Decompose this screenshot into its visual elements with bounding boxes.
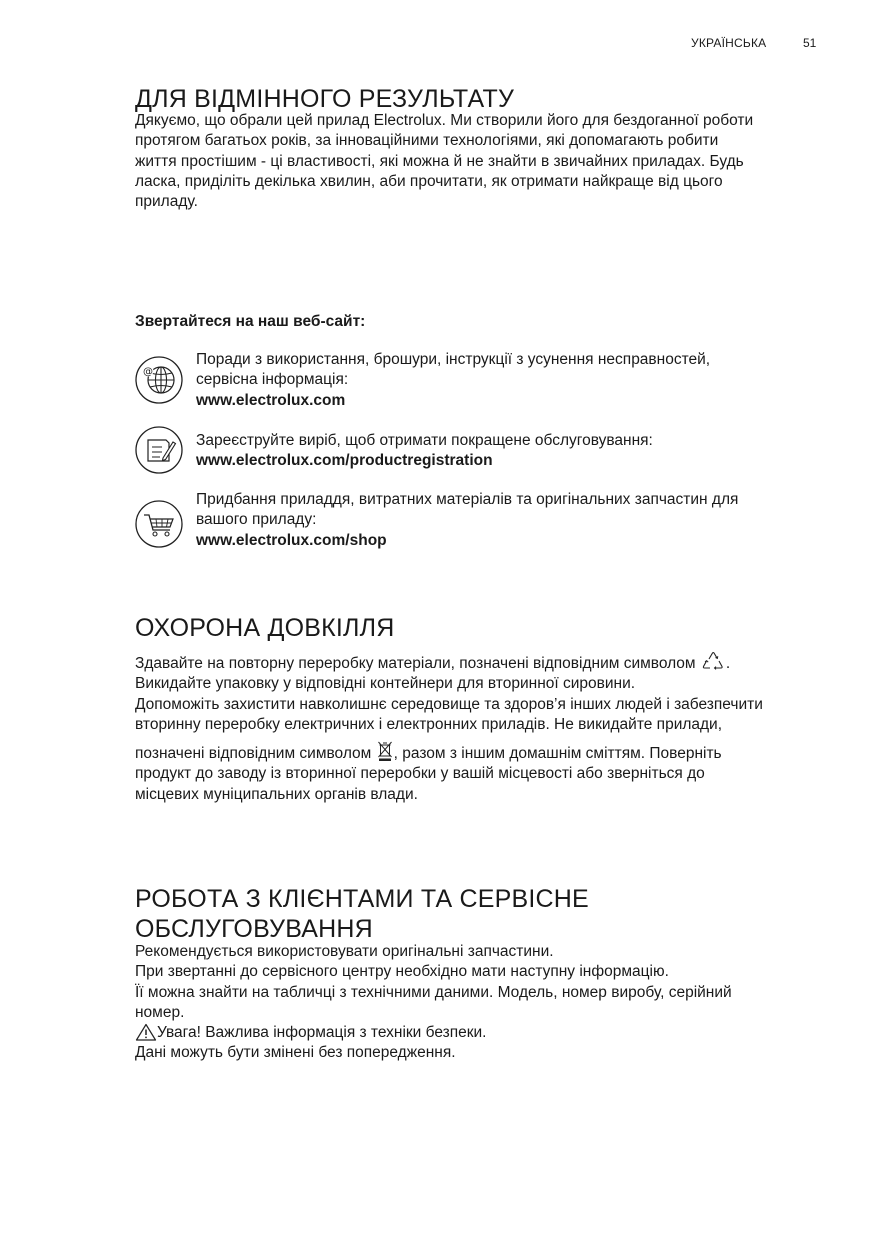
section-title-line: ОБСЛУГОВУВАННЯ: [135, 915, 373, 943]
environment-line: Викидайте упаковку у відповідні контейнери для вторинної сировини.: [135, 675, 636, 693]
environment-line-end: .: [725, 655, 731, 672]
intro-line: приладу.: [135, 193, 198, 211]
environment-line: [135, 740, 835, 764]
environment-line: [135, 650, 835, 674]
shopping-cart-icon: [134, 499, 184, 549]
website-item-registration: [196, 431, 653, 472]
service-line: Рекомендується використовувати оригінальні запчастини.: [135, 943, 554, 960]
environment-line-text: позначені відповідним символом: [135, 745, 372, 763]
environment-line: продукт до заводу із вторинної переробки у вашій місцевості або зверніться до: [135, 765, 705, 783]
environment-line: Допоможіть захистити навколишнє середовище та здоров’я інших людей і забезпечити: [135, 695, 763, 713]
intro-line: Дякуємо, що обрали цей прилад Electrolux. Ми створили його для бездоганної роботи: [135, 112, 754, 129]
service-line: номер.: [135, 1003, 185, 1021]
intro-line: життя простішим - ці властивості, які можна й не знайти в звичайних приладах. Будь: [135, 152, 744, 170]
environment-line: місцевих муніципальних органів влади.: [135, 785, 418, 803]
website-link[interactable]: www.electrolux.com: [196, 391, 346, 409]
website-item-text: вашого приладу:: [196, 511, 317, 529]
intro-line: ласка, приділіть декілька хвилин, аби прочитати, як отримати найкраще від цього: [135, 172, 723, 190]
service-line: При звертанні до сервісного центру необхідно мати наступну інформацію.: [135, 963, 669, 981]
website-link[interactable]: www.electrolux.com/productregistration: [196, 452, 493, 470]
section-title-result: ДЛЯ ВІДМІННОГО РЕЗУЛЬТАТУ: [135, 85, 515, 113]
language-label: УКРАЇНСЬКА: [691, 36, 767, 50]
environment-line-text: Здавайте на повторну переробку матеріали, позначені відповідним символом: [135, 655, 696, 672]
website-item-text: Придбання приладдя, витратних матеріалів та оригінальних запчастин для: [196, 491, 739, 508]
intro-line: протягом багатьох років, за інноваційними технологіями, які допомагають робити: [135, 132, 719, 150]
environment-paragraph: [135, 650, 835, 805]
website-item-shop: [196, 490, 738, 551]
warning-icon: [135, 1023, 157, 1041]
website-item-support: [196, 350, 710, 411]
service-warning-text: Увага! Важлива інформація з техніки безпеки.: [157, 1024, 487, 1042]
service-line: Її можна знайти на табличці з технічними даними. Модель, номер виробу, серійний: [135, 983, 732, 1001]
section-title-environment: ОХОРОНА ДОВКІЛЛЯ: [135, 614, 395, 642]
globe-icon: [134, 355, 184, 405]
environment-line: вторинну переробку електричних і електронних приладів. Не викидайте прилади,: [135, 715, 723, 733]
page-number: 51: [803, 36, 817, 50]
website-heading: Звертайтеся на наш веб-сайт:: [135, 313, 366, 330]
environment-line-text: , разом з іншим домашнім сміттям. Поверніть: [393, 745, 722, 763]
service-paragraph: [135, 942, 732, 1064]
service-line: Дані можуть бути змінені без попередження.: [135, 1044, 456, 1062]
website-item-text: Зареєструйте виріб, щоб отримати покращене обслуговування:: [196, 432, 653, 449]
section-title-line: РОБОТА З КЛІЄНТАМИ ТА СЕРВІСНЕ: [135, 885, 589, 913]
website-item-text: Поради з використання, брошури, інструкції з усунення несправностей,: [196, 351, 711, 368]
recycle-icon: [700, 650, 726, 672]
website-link[interactable]: www.electrolux.com/shop: [196, 531, 387, 549]
website-item-text: сервісна інформація:: [196, 371, 349, 389]
svg-text:@: @: [143, 366, 153, 378]
registration-icon: [134, 425, 184, 475]
section-title-service: [135, 884, 589, 944]
crossed-bin-icon: [376, 740, 394, 762]
service-warning-line: [135, 1023, 732, 1043]
intro-paragraph: [135, 111, 753, 212]
